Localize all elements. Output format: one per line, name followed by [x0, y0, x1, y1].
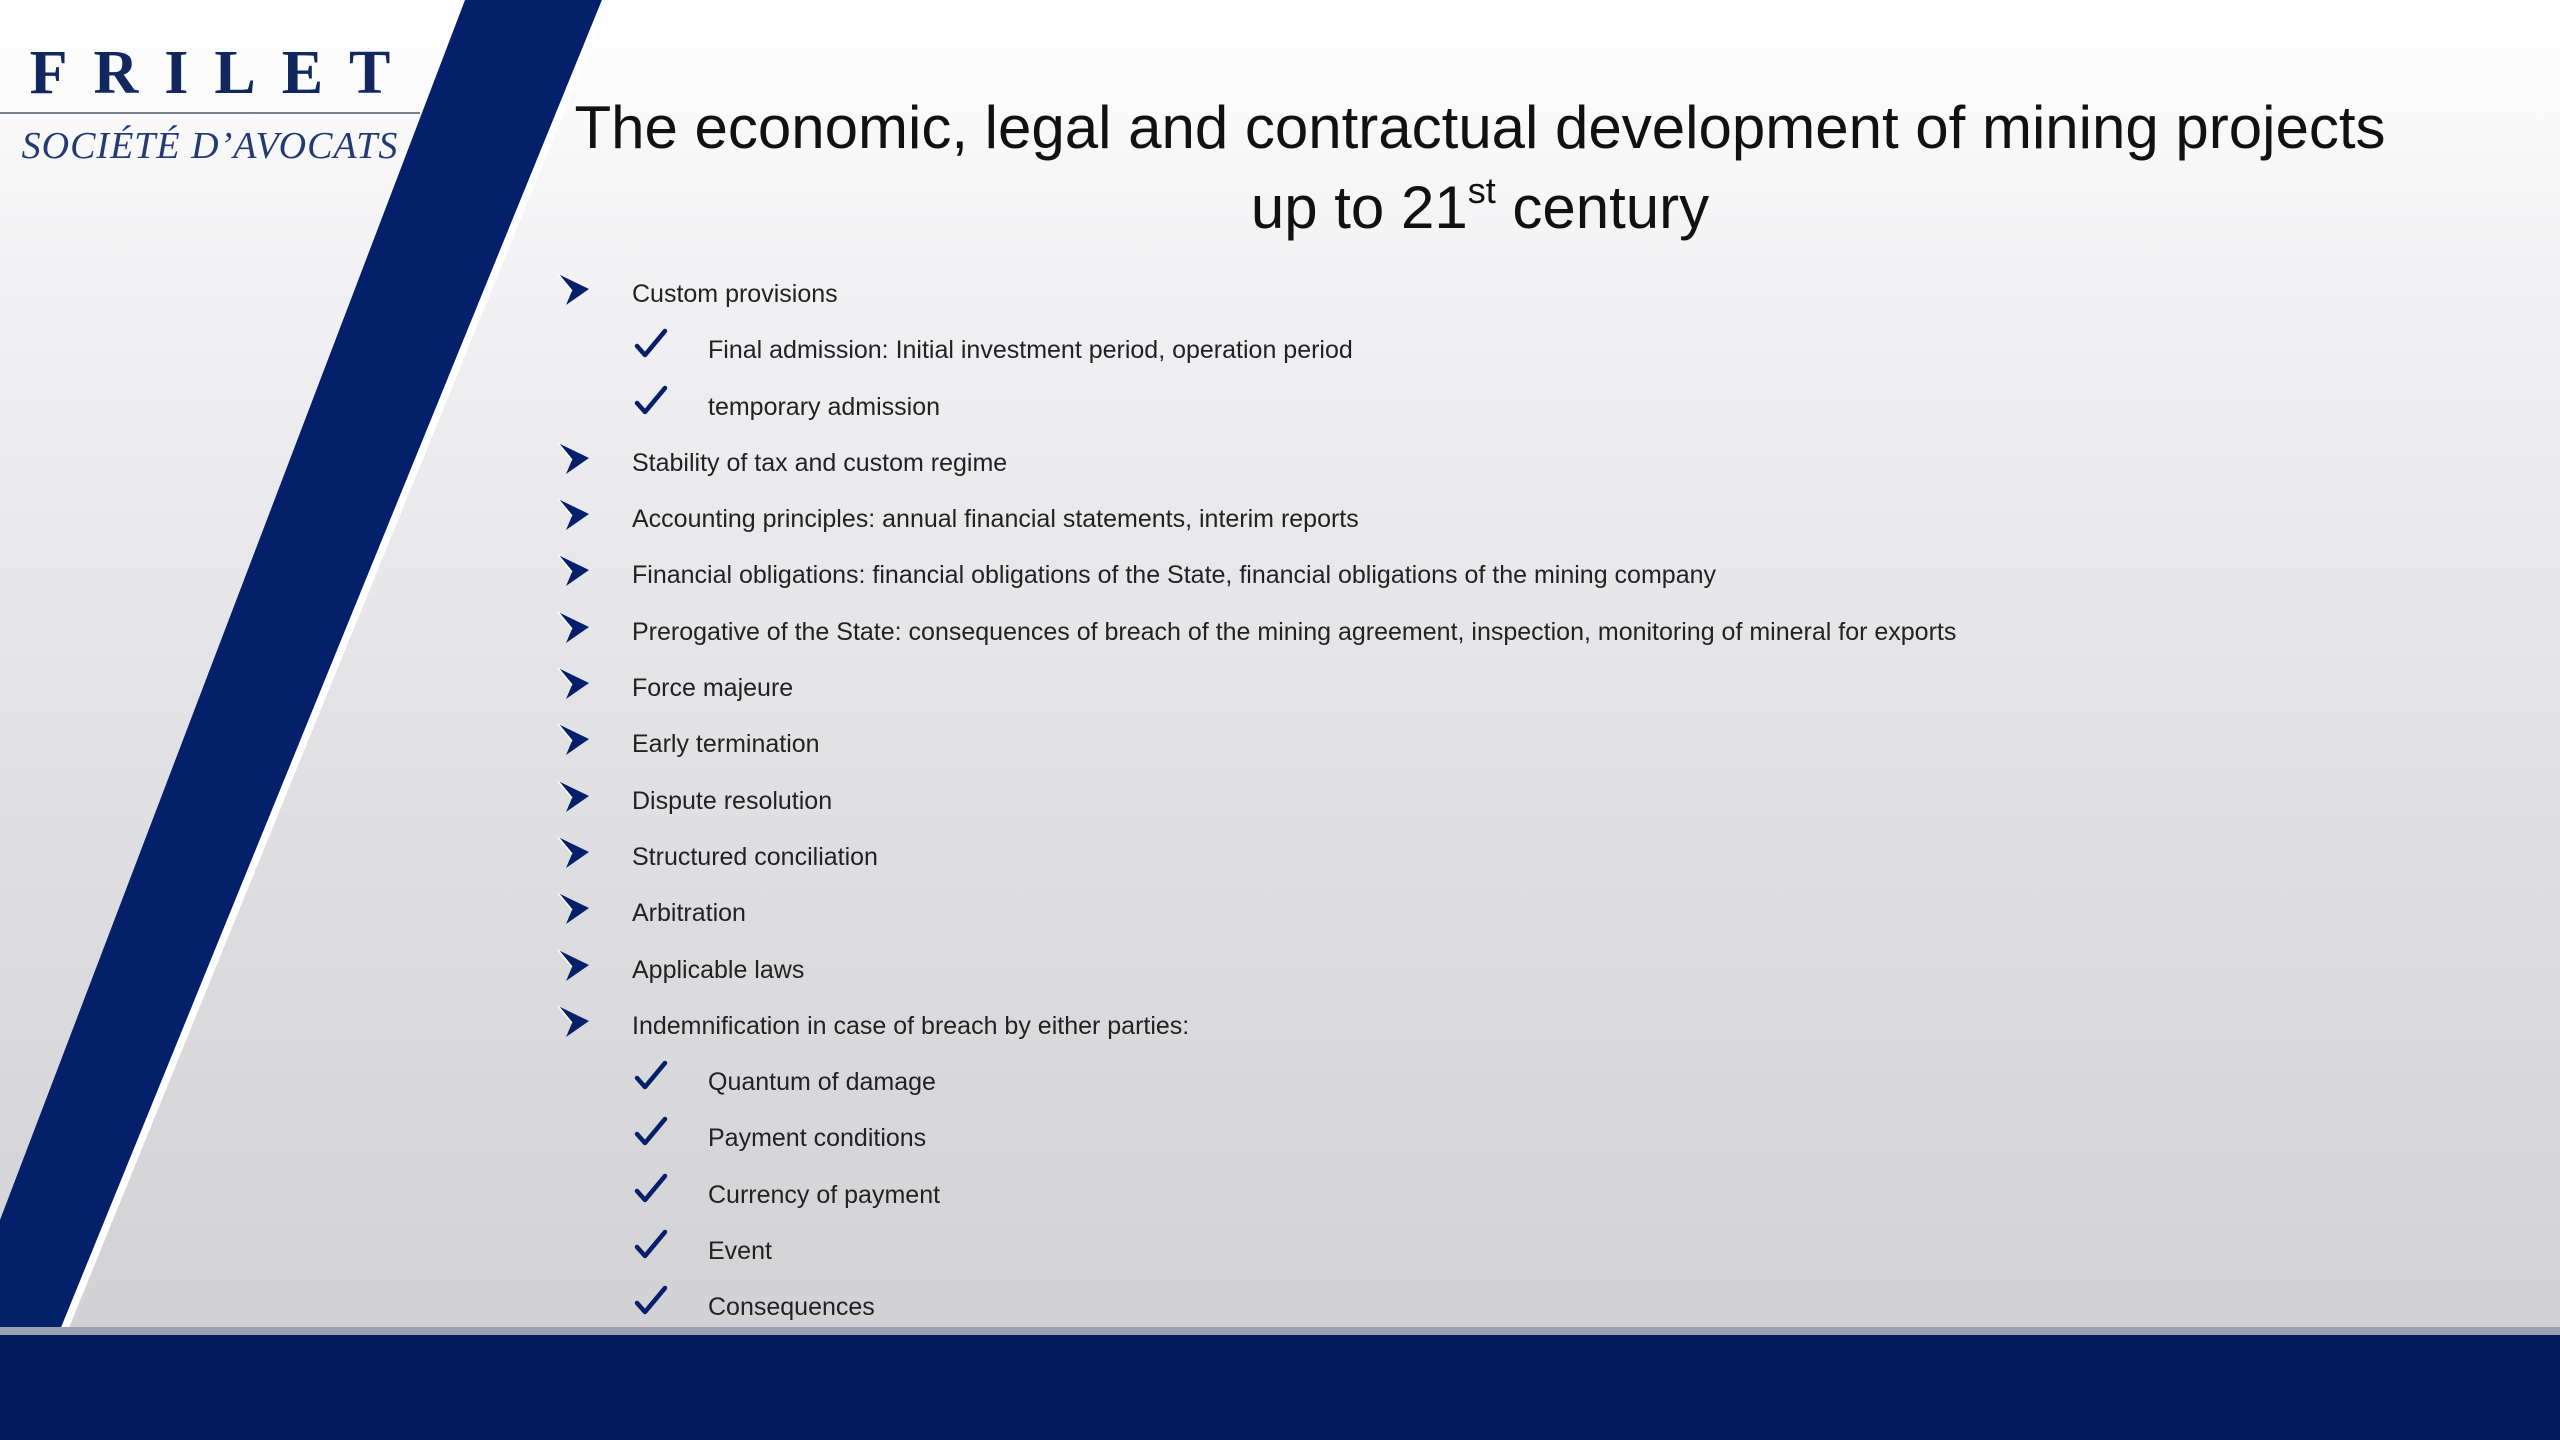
list-item-text: Stability of tax and custom regime	[632, 448, 1008, 477]
footer-band	[0, 1335, 2560, 1440]
list-item-text: Custom provisions	[632, 280, 838, 308]
list-item-text: temporary admission	[708, 392, 941, 421]
list-item-text: Final admission: Initial investment period, operation period	[708, 336, 1353, 365]
sub-list-item	[555, 1223, 2455, 1279]
diagonal-navy-band	[0, 0, 602, 1335]
logo-name: FRILET	[29, 39, 417, 107]
checkmark-bullet-icon	[631, 1170, 671, 1210]
list-item-text: Structured conciliation	[632, 842, 878, 871]
list-item-text: Prerogative of the State: consequences of breach of the mining agreement, inspection, monitoring of mineral for exports	[632, 617, 1957, 646]
list-item-text: Accounting principles: annual financial statements, interim reports	[632, 505, 1359, 534]
sub-list-item	[555, 1167, 2455, 1223]
list-item	[555, 491, 2455, 547]
sub-list-item	[555, 1110, 2455, 1166]
list-item-text: Dispute resolution	[632, 786, 833, 815]
list-item-text: Quantum of damage	[708, 1068, 936, 1097]
content-list	[555, 266, 2455, 1336]
sub-list-item	[555, 379, 2455, 435]
list-item	[555, 829, 2455, 885]
list-item	[555, 942, 2455, 998]
arrowhead-bullet-icon	[555, 550, 595, 590]
checkmark-bullet-icon	[631, 1113, 671, 1153]
list-item	[555, 547, 2455, 603]
arrowhead-bullet-icon	[555, 776, 595, 816]
list-item	[555, 773, 2455, 829]
title-line-2-text: up to 21	[1250, 174, 1468, 241]
list-item	[555, 604, 2455, 660]
sub-list-item	[555, 1279, 2455, 1335]
arrowhead-bullet-icon	[555, 269, 595, 309]
slide-title	[560, 88, 2400, 248]
checkmark-bullet-icon	[631, 382, 671, 422]
title-superscript: st	[1467, 170, 1496, 211]
logo-subtitle: SOCIÉTÉ D’AVOCATS	[21, 125, 399, 167]
arrowhead-bullet-icon	[555, 719, 595, 759]
arrowhead-bullet-icon	[555, 494, 595, 534]
list-item	[555, 885, 2455, 941]
checkmark-bullet-icon	[631, 325, 671, 365]
logo-rule	[0, 112, 420, 114]
title-line-2	[560, 168, 2400, 248]
arrowhead-bullet-icon	[555, 888, 595, 928]
list-item	[555, 435, 2455, 491]
arrowhead-bullet-icon	[555, 1001, 595, 1041]
list-item-text: Financial obligations: financial obligations of the State, financial obligations of the mining company	[632, 561, 1716, 590]
checkmark-bullet-icon	[631, 1282, 671, 1322]
sub-list-item	[555, 322, 2455, 378]
title-line-1: The economic, legal and contractual development of mining projects	[574, 94, 2386, 161]
list-item-text: Payment conditions	[708, 1124, 927, 1153]
list-item	[555, 998, 2455, 1054]
arrowhead-bullet-icon	[555, 832, 595, 872]
list-item-text: Indemnification in case of breach by either parties:	[632, 1011, 1190, 1040]
list-item-text: Consequences	[708, 1293, 875, 1322]
list-item-text: Event	[708, 1237, 772, 1266]
list-item-text: Early termination	[632, 730, 820, 759]
sub-list-item	[555, 1054, 2455, 1110]
list-item	[555, 716, 2455, 772]
list-item-text: Force majeure	[632, 674, 794, 703]
list-item	[555, 660, 2455, 716]
checkmark-bullet-icon	[631, 1057, 671, 1097]
arrowhead-bullet-icon	[555, 663, 595, 703]
list-item-text: Applicable laws	[632, 955, 805, 984]
diagonal-white-stripe	[58, 0, 610, 1335]
arrowhead-bullet-icon	[555, 945, 595, 985]
checkmark-bullet-icon	[631, 1226, 671, 1266]
arrowhead-bullet-icon	[555, 438, 595, 478]
list-item-text: Currency of payment	[708, 1180, 941, 1209]
list-item	[555, 266, 2455, 322]
title-line-2-suffix: century	[1495, 174, 1710, 241]
arrowhead-bullet-icon	[555, 607, 595, 647]
list-item-text: Arbitration	[632, 899, 746, 928]
